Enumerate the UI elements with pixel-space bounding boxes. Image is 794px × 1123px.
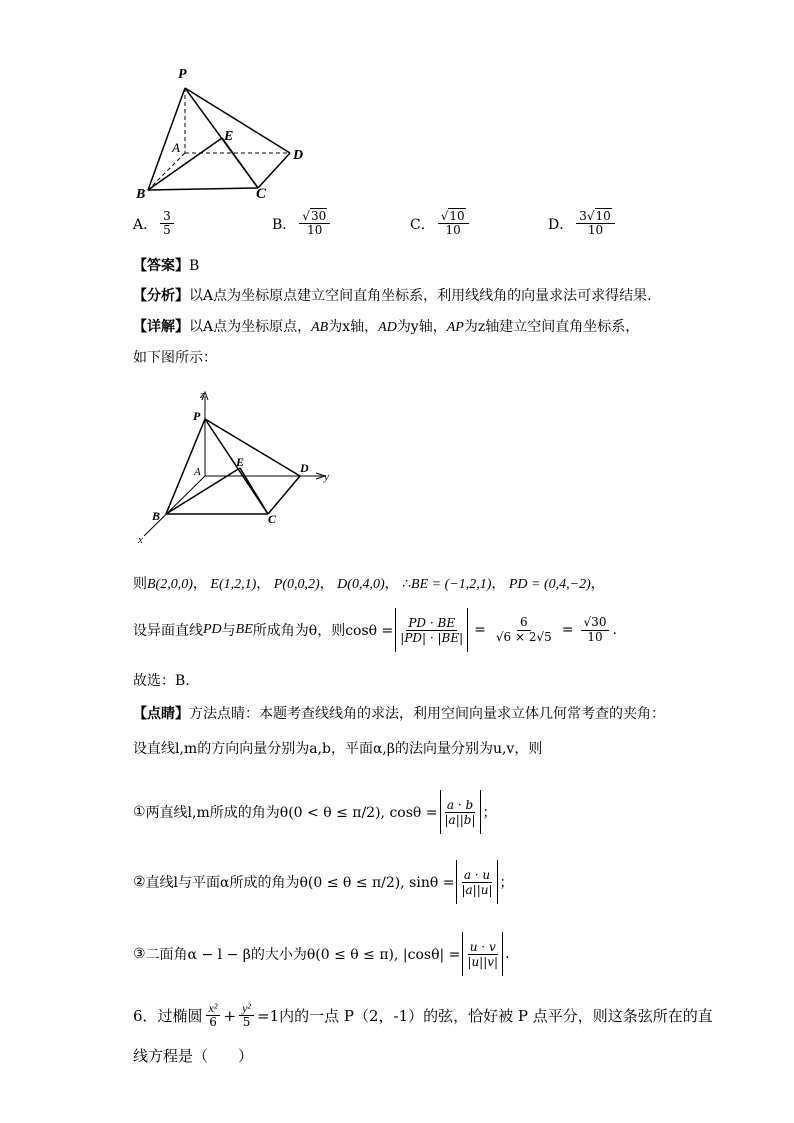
option-fraction: $\frac{√30}{10}$ (299, 210, 330, 237)
question-6-line-2: 线方程是（ ） (133, 1047, 254, 1065)
answer-tag: 【答案】 (133, 258, 189, 274)
cos-vector-fraction: $\frac{PD \cdot BE}{|PD| \cdot |BE|}$ (400, 615, 464, 645)
choose-line: 故选：B. (133, 673, 190, 689)
points-line: 【点睛】方法点睛：本题考查线线角的求法，利用空间向量求立体几何常考查的夹角： (133, 706, 665, 722)
axis-z-label: z (200, 389, 205, 401)
label-E: E (224, 129, 234, 144)
option-letter: C． (410, 216, 435, 233)
option-letter: A． (133, 216, 158, 233)
label-E: E (236, 455, 245, 469)
option-letter: B． (272, 216, 297, 233)
answer-value: B (189, 258, 200, 274)
coordinate-figure (130, 386, 340, 546)
label-B: B (136, 187, 146, 202)
label-A: A (172, 140, 180, 155)
axis-x-label: x (138, 534, 143, 546)
cos-result-fraction: $\frac{√30}{10}$ (581, 616, 610, 643)
rule-2: ② 直线l与平面α所成的角为θ(0 ≤ θ ≤ π/2), sinθ = $\frac{a \cdot u}{|a||u|}$ ； (133, 860, 514, 904)
option-letter: D． (548, 216, 574, 233)
option-fraction: $\frac{√10}{10}$ (438, 210, 469, 237)
label-D: D (300, 461, 309, 475)
option-b (272, 210, 333, 237)
label-A: A (194, 466, 201, 478)
label-P: P (193, 409, 201, 423)
analysis-text: 以A点为坐标原点建立空间直角坐标系，利用线线角的向量求法可求得结果. (189, 288, 652, 304)
points-line-2: 设直线l,m的方向向量分别为a,b，平面α,β的法向量分别为u,v，则 (133, 741, 543, 757)
option-d (548, 210, 618, 237)
option-a (133, 210, 177, 237)
pyramid-figure (130, 60, 320, 210)
axis-y-label: y (324, 471, 329, 483)
detail-tag: 【详解】 (133, 319, 189, 335)
label-B: B (152, 509, 161, 523)
option-fraction: $\frac{3}{5}$ (160, 210, 174, 237)
detail-line-2: 如下图所示： (133, 350, 217, 366)
option-c (410, 210, 472, 237)
option-fraction: $\frac{3√10}{10}$ (576, 210, 615, 237)
cos-mid-fraction: $\frac{6}{√6 \times 2√5}$ (495, 615, 552, 644)
cos-line: 设异面直线 PD 与 BE 所成角为θ，则cosθ = $\frac{PD \cdot BE}{|PD| \cdot |BE|}$ = $\frac{6}{√6 \times 2√5}$ = $\frac{√30}{10}$ . (133, 608, 617, 652)
analysis-line (133, 285, 652, 305)
analysis-tag: 【分析】 (133, 288, 189, 304)
coords-line: 则B(2,0,0)， E(1,2,1)， P(0,0,2)， D(0,4,0)， ∴BE = (−1,2,1)， PD = (0,4,−2)， (133, 577, 605, 592)
answer-line (133, 255, 199, 275)
rule-1: ① 两直线l,m所成的角为θ(0 < θ ≤ π/2), cosθ = $\frac{a \cdot b}{|a||b|}$ ； (133, 790, 497, 834)
label-P: P (178, 67, 187, 82)
label-C: C (256, 186, 267, 202)
label-D: D (293, 148, 304, 163)
label-C: C (268, 512, 277, 526)
rule-3: ③ 二面角α − l − β的大小为θ(0 ≤ θ ≤ π), |cosθ| = $\frac{u \cdot v}{|u||v|}$ . (133, 932, 510, 976)
detail-line-1: 【详解】以A点为坐标原点，AB为x轴，AD为y轴，AP为z轴建立空间直角坐标系， (133, 319, 640, 335)
question-6-line-1: 6．过椭圆 $\frac{\text{x²}}{6}$ + $\frac{\text{y²}}{5}$ =1内的一点 P（2，-1）的弦，恰好被 P 点平分，则这条弦所在的直 (133, 1001, 713, 1030)
